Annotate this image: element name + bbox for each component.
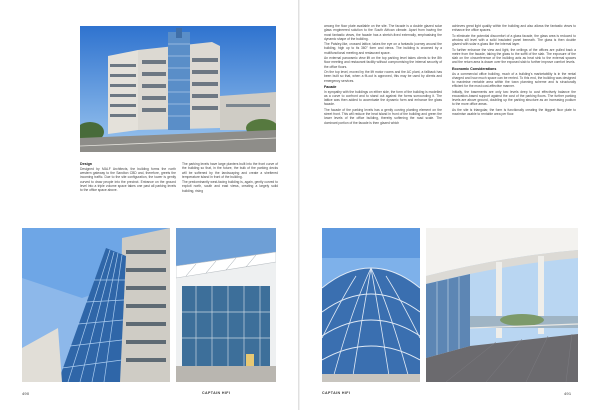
right-col1-para-4: On the top level, moved by the lift motor rooms and the AC plant, a fallback has been built so that, when a fit-out is approved, this may be used by clients and emergency services. [324, 70, 442, 83]
right-col2-para-6: As the site is triangular, the form is functionally creating the biggest floor plate to maximise usable to rentable area per floor. [452, 107, 576, 117]
running-head-left: CAPTAIN HIFI [202, 391, 231, 395]
left-col2-para-1: The parking levels have large planters built into the front curve of the building so that, in the future, the bulk of the parking decks will be softened by the landscaping and create a sheltered temperature island in front of the building. [182, 162, 278, 179]
photo-rooftop-terrace [426, 228, 578, 382]
left-text-column-1 [80, 160, 176, 194]
right-col2-para-4: As a commercial office building, much of a building's marketability is in the rental charged and how much space can be rented. To this end, the building was designed to maximise rentable area within the town planning scheme and is structurally efficient for the most cost-effective manner. [452, 71, 576, 89]
heading-economic-considerations: Economic Considerations [452, 66, 497, 71]
right-col1-para-2: The Paisley-like, crossed lattice, takes the eye on a fantastic journey around the building, high up to its 360° form and views. The building is crowned by a multifunctional meeting and restaurant space. [324, 42, 442, 55]
right-col2-para-5: Initially, the basements are only two levels deep to cost effectively balance the excavation-based support against the cost of the parking floors. The further parking levels are above ground, doubling up the parking structure as an increasing podium to the more office areas. [452, 89, 576, 107]
heading-facade: Facade [324, 84, 337, 89]
left-col2-para-2: The predominantly west-facing building is, again, gently curved to exploit north, south and east views, creating a largely solid building, rising [182, 180, 278, 193]
right-text-column-1 [324, 24, 442, 126]
folio-right: 491 [564, 391, 572, 396]
right-col2-para-1: achieves great light quality within the building and also allows the fantastic views to enhance the office spaces. [452, 24, 576, 33]
folio-left: 490 [22, 391, 30, 396]
right-col1-para-1: among the floor plate available on the site. The facade is a double glazed solar glass engineered solution to the South African climate. Apart from having the most fantastic views, the facade has a stretch-fixed externally, emphasising the dynamic shape of the building. [324, 24, 442, 41]
left-col1-para: Designed by MALF Architects, the building forms the north western gateway to the Sandton CBD and, therefore, greets the incoming traffic. Due to the site configuration, the tower is gently curved to draw people into the precinct. Entrance on the ground level into a triple volume space takes one past all parking levels to the office space above. [80, 166, 176, 193]
right-col2-para-3: To further enhance the view and light, the ceilings of the offices are pulled back a metre from the facade, taking the glass to the soffit of the slab. The exposure of the slab on the circumference of the building acts as heat sink to the external spaces and the return area is drawn over the exposed slab to further improve comfort levels. [452, 47, 576, 65]
photo-lattice-dome [322, 228, 420, 382]
photo-building-exterior [80, 26, 276, 152]
photo-glass-facade [22, 228, 170, 382]
right-page [300, 0, 600, 410]
right-col1-para-6: The facade of the parking levels has a gently curving planting element on the street front. This will reduce the heat island in front of the building and green the lower levels of the office building, thereby softening the road scale. The dominant portion of the facade is then glazed which [324, 107, 442, 125]
right-text-column-2 [452, 24, 576, 118]
right-col1-para-5: In sympathy with the buildings on either side, the form of the building is modelled as a curve to confront and to stand out against the forms surrounding it. The lattice was then added to accentuate the dynamic form and enhance the glass facade. [324, 89, 442, 107]
right-col2-para-2: To eliminate the potential discomfort of a glass facade, the glass area is reduced to window sill level with a solid insulated panel beneath. The glass is then double glazed with solar e-glass like the internal layer. [452, 33, 576, 47]
running-head-right: CAPTAIN HIFI [322, 391, 351, 395]
photo-entrance-lobby [176, 228, 276, 382]
left-text-column-2 [182, 162, 278, 194]
right-col1-para-3: An external panoramic view lift on the top parking level takes clients to the 8th floor meeting and restaurant facility without compromising the internal security of the office floors. [324, 56, 442, 69]
heading-design: Design [80, 162, 92, 166]
